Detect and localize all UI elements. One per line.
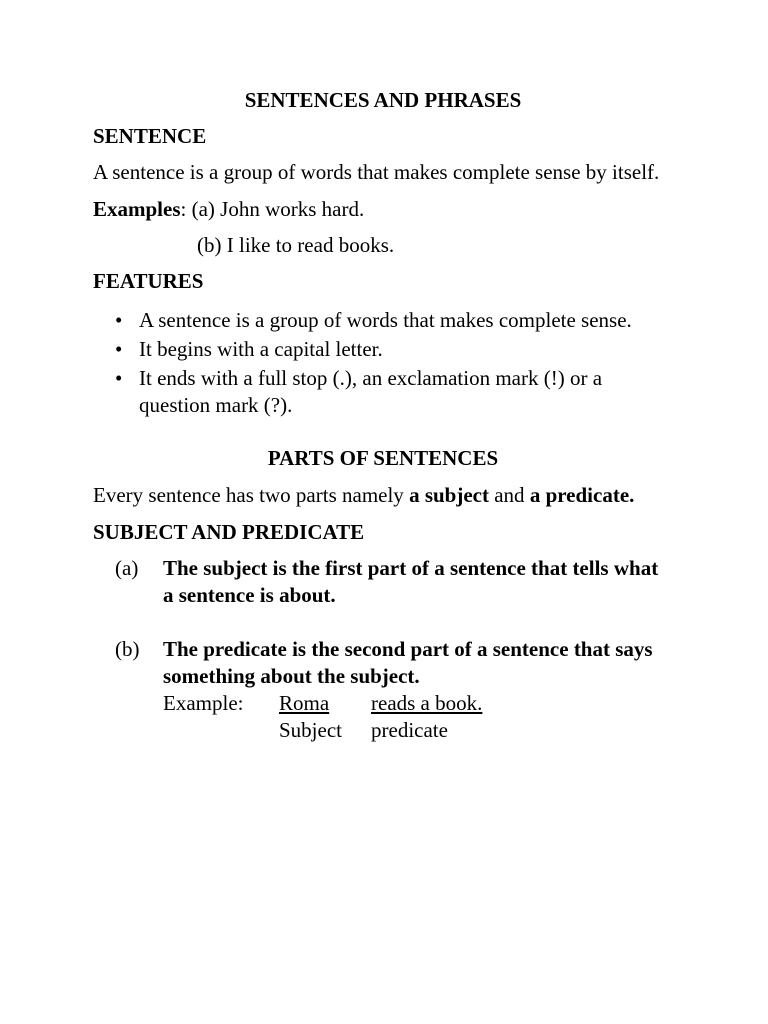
document-page bbox=[93, 86, 673, 744]
example-label: Example: bbox=[163, 691, 244, 715]
example-b: (b) I like to read books. bbox=[197, 233, 395, 257]
bullet-icon: • bbox=[115, 308, 123, 332]
feature-text: It ends with a full stop (.), an exclamation mark (!) or a question mark (?). bbox=[139, 366, 603, 417]
parts-intro bbox=[93, 482, 673, 509]
sentence-heading: SENTENCE bbox=[93, 124, 207, 148]
item-text: The subject is the first part of a sentence that tells what a sentence is about. bbox=[163, 556, 659, 607]
subject-predicate-heading: SUBJECT AND PREDICATE bbox=[93, 520, 365, 544]
example-subject-word: Roma bbox=[279, 691, 330, 715]
parts-intro-and: and bbox=[488, 483, 530, 507]
document-title: SENTENCES AND PHRASES bbox=[244, 88, 522, 112]
bullet-icon: • bbox=[115, 366, 123, 390]
item-label: (a) bbox=[115, 556, 139, 580]
item-text: The predicate is the second part of a sentence that says something about the subject. bbox=[163, 637, 653, 688]
feature-text: It begins with a capital letter. bbox=[139, 337, 383, 361]
example-a bbox=[93, 196, 673, 223]
parts-intro-predicate: a predicate. bbox=[529, 483, 635, 507]
list-item bbox=[93, 307, 673, 334]
caption-row bbox=[93, 717, 673, 744]
example-a-text: : (a) John works hard. bbox=[180, 197, 365, 221]
subject-caption: Subject bbox=[279, 718, 342, 742]
example-predicate-words: reads a book. bbox=[371, 691, 483, 715]
feature-text: A sentence is a group of words that makes complete sense. bbox=[139, 308, 632, 332]
parts-intro-subject: a subject bbox=[409, 483, 489, 507]
predicate-caption: predicate bbox=[371, 718, 448, 742]
examples-label: Examples bbox=[93, 197, 181, 221]
sentence-definition: A sentence is a group of words that makes complete sense by itself. bbox=[93, 160, 660, 184]
example-row bbox=[93, 690, 673, 717]
list-item bbox=[93, 336, 673, 363]
definition-item-b bbox=[93, 636, 673, 690]
features-list bbox=[93, 307, 673, 419]
list-item bbox=[93, 365, 673, 419]
parts-title: PARTS OF SENTENCES bbox=[267, 446, 499, 470]
bullet-icon: • bbox=[115, 337, 123, 361]
parts-intro-lead: Every sentence has two parts namely bbox=[93, 483, 410, 507]
features-heading: FEATURES bbox=[93, 269, 204, 293]
item-label: (b) bbox=[115, 637, 140, 661]
definition-item-a bbox=[93, 555, 673, 609]
